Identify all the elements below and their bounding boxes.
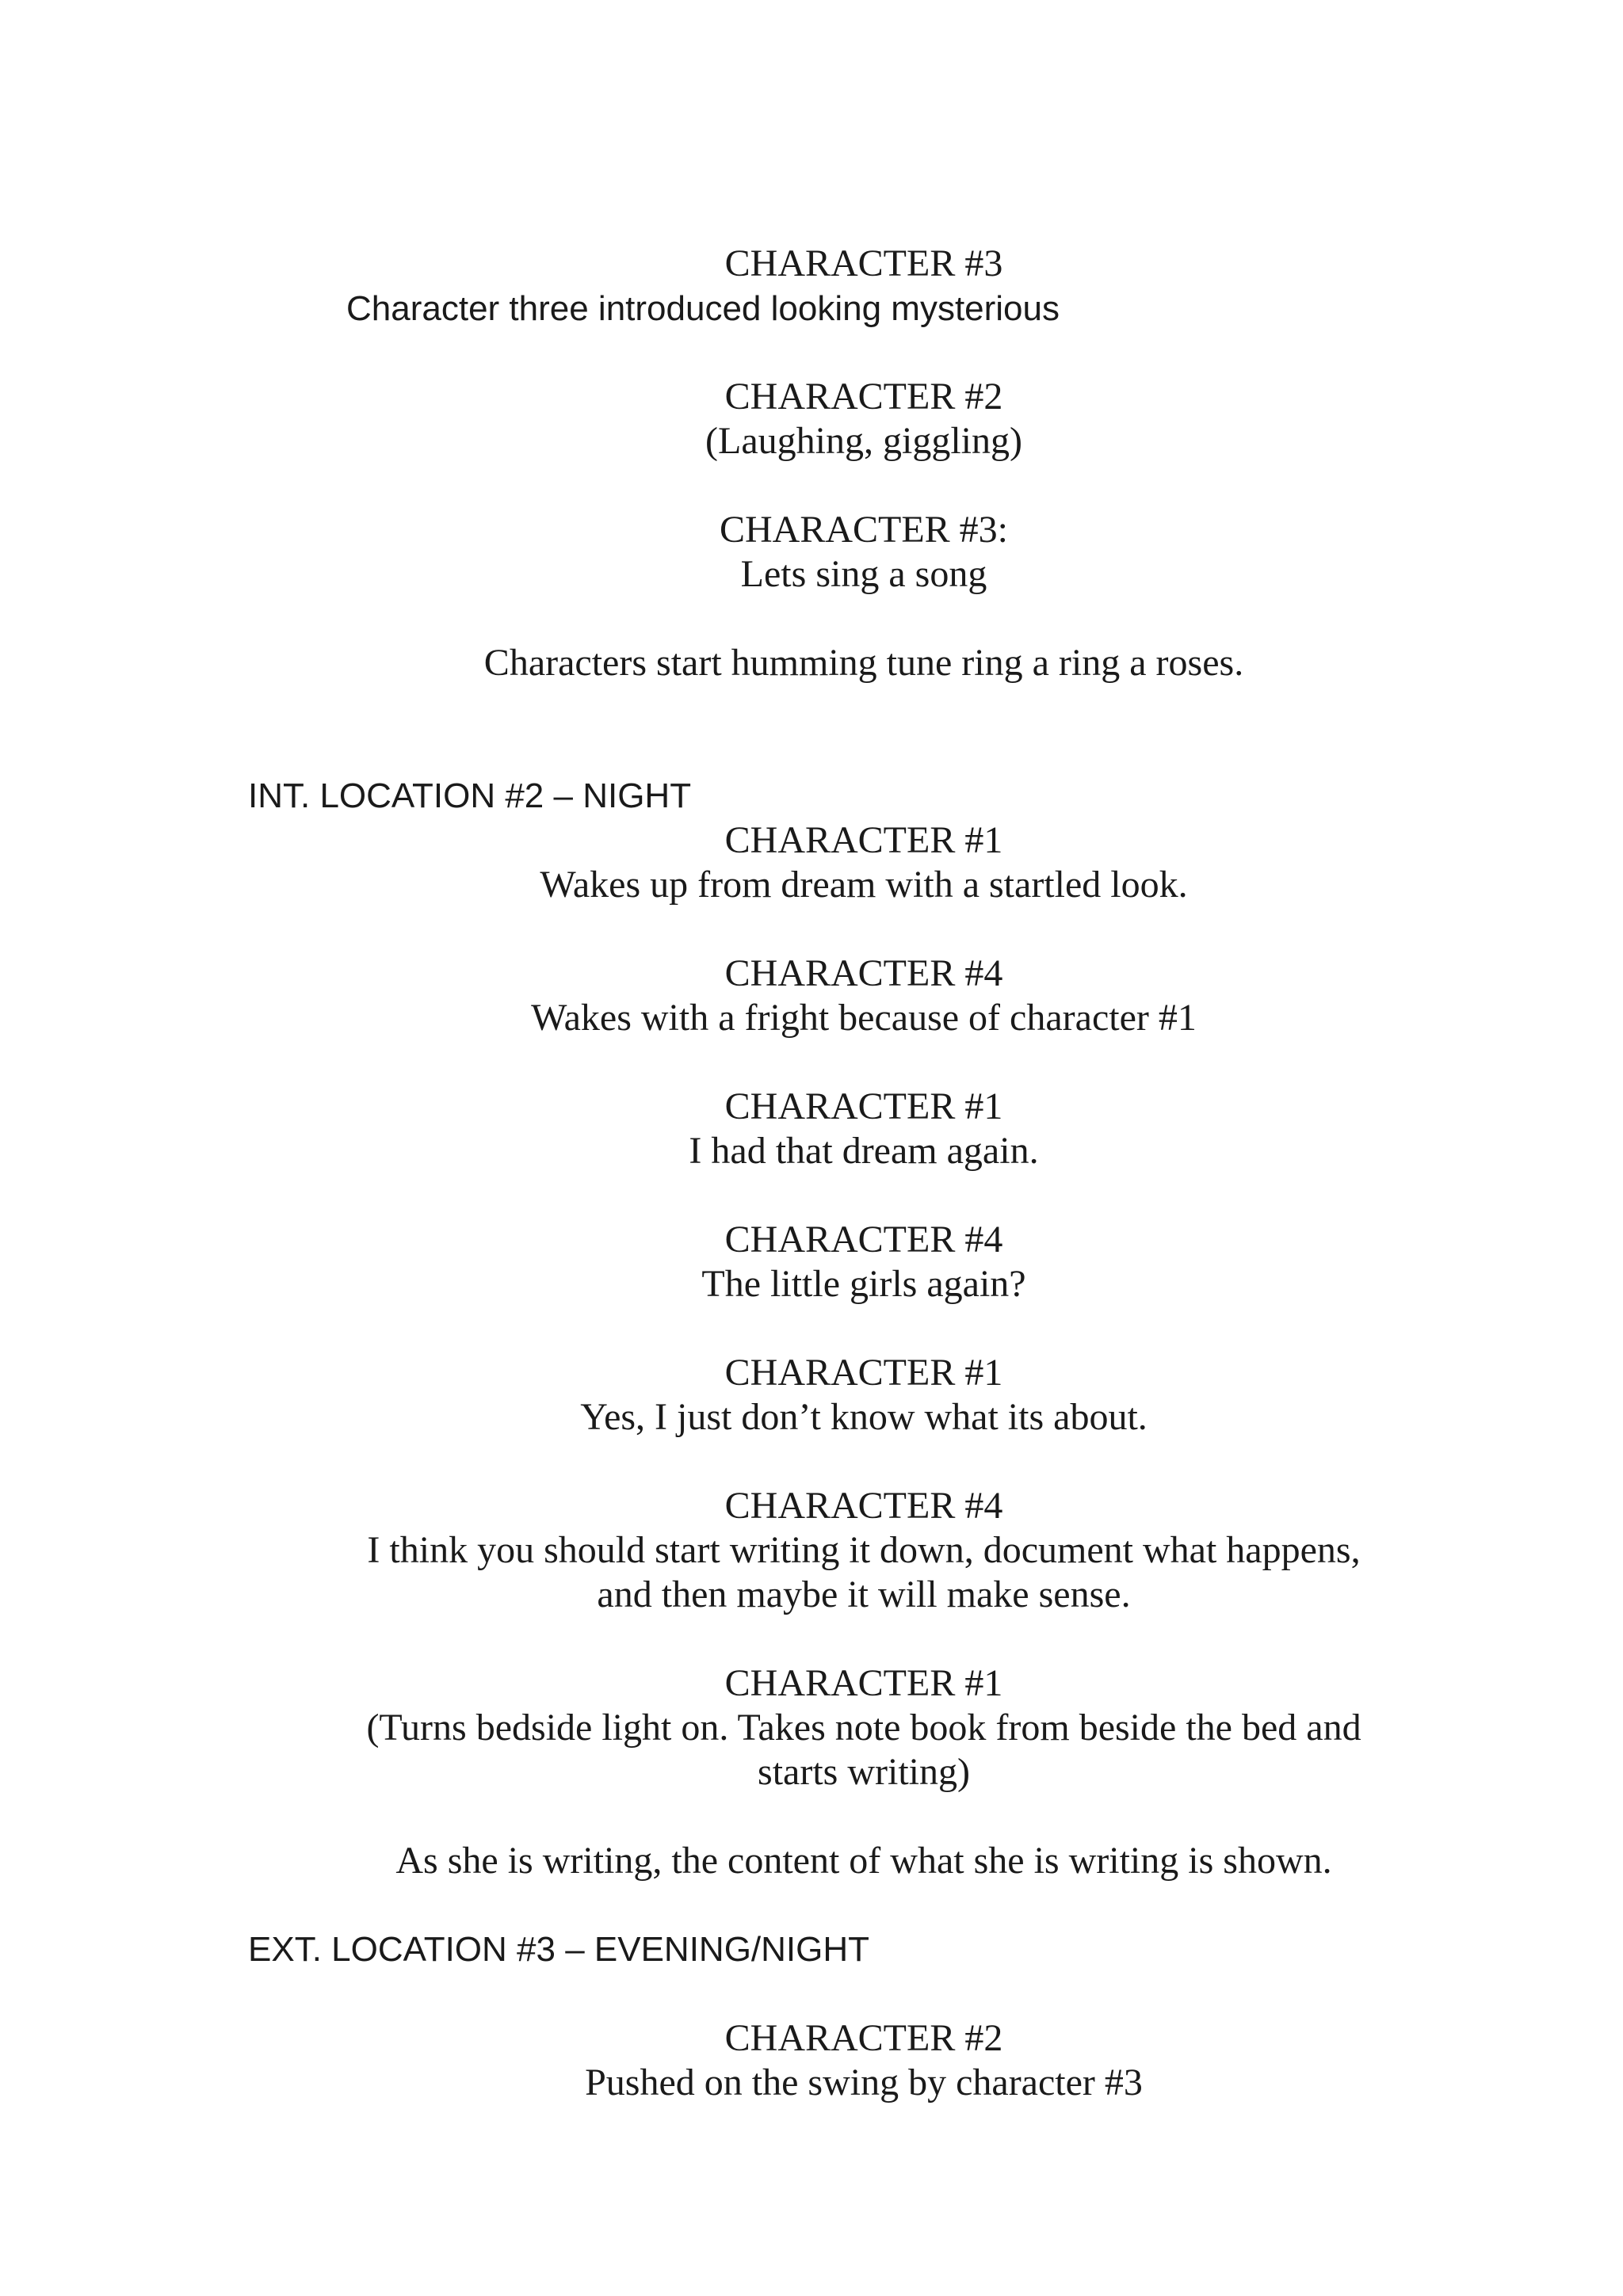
character-name: CHARACTER #4	[724, 1485, 1003, 1527]
action-line: Wakes with a fright because of character #1	[531, 997, 1197, 1039]
action-line: Pushed on the swing by character #3	[585, 2061, 1143, 2103]
dialogue-line: The little girls again?	[701, 1263, 1026, 1305]
action-line: As she is writing, the content of what she is writing is shown.	[395, 1840, 1332, 1882]
character-name: CHARACTER #1	[724, 1085, 1003, 1127]
character-name: CHARACTER #2	[724, 376, 1003, 418]
dialogue-line: I think you should start writing it down, document what happens,	[367, 1529, 1361, 1571]
character-name: CHARACTER #4	[724, 952, 1003, 994]
dialogue-line: Yes, I just don’t know what its about.	[580, 1396, 1148, 1438]
character-name: CHARACTER #1	[724, 1662, 1003, 1704]
parenthetical: (Turns bedside light on. Takes note book from beside the bed and	[366, 1707, 1361, 1749]
parenthetical: starts writing)	[758, 1751, 970, 1793]
character-name: CHARACTER #3	[724, 242, 1003, 284]
scene-heading: EXT. LOCATION #3 – EVENING/NIGHT	[248, 1930, 870, 1969]
character-name: CHARACTER #2	[724, 2017, 1003, 2059]
character-name: CHARACTER #1	[724, 1352, 1003, 1394]
character-name: CHARACTER #1	[724, 819, 1003, 861]
character-intro: Character three introduced looking mysterious	[346, 289, 1060, 328]
action-line: Characters start humming tune ring a ring a roses.	[483, 642, 1244, 684]
parenthetical: (Laughing, giggling)	[705, 420, 1022, 462]
dialogue-line: and then maybe it will make sense.	[597, 1573, 1131, 1615]
character-name: CHARACTER #4	[724, 1219, 1003, 1261]
dialogue-line: I had that dream again.	[689, 1130, 1039, 1172]
action-line: Wakes up from dream with a startled look.	[540, 864, 1188, 906]
dialogue-line: Lets sing a song	[740, 553, 987, 595]
scene-heading: INT. LOCATION #2 – NIGHT	[248, 776, 692, 815]
character-name: CHARACTER #3:	[719, 509, 1009, 551]
